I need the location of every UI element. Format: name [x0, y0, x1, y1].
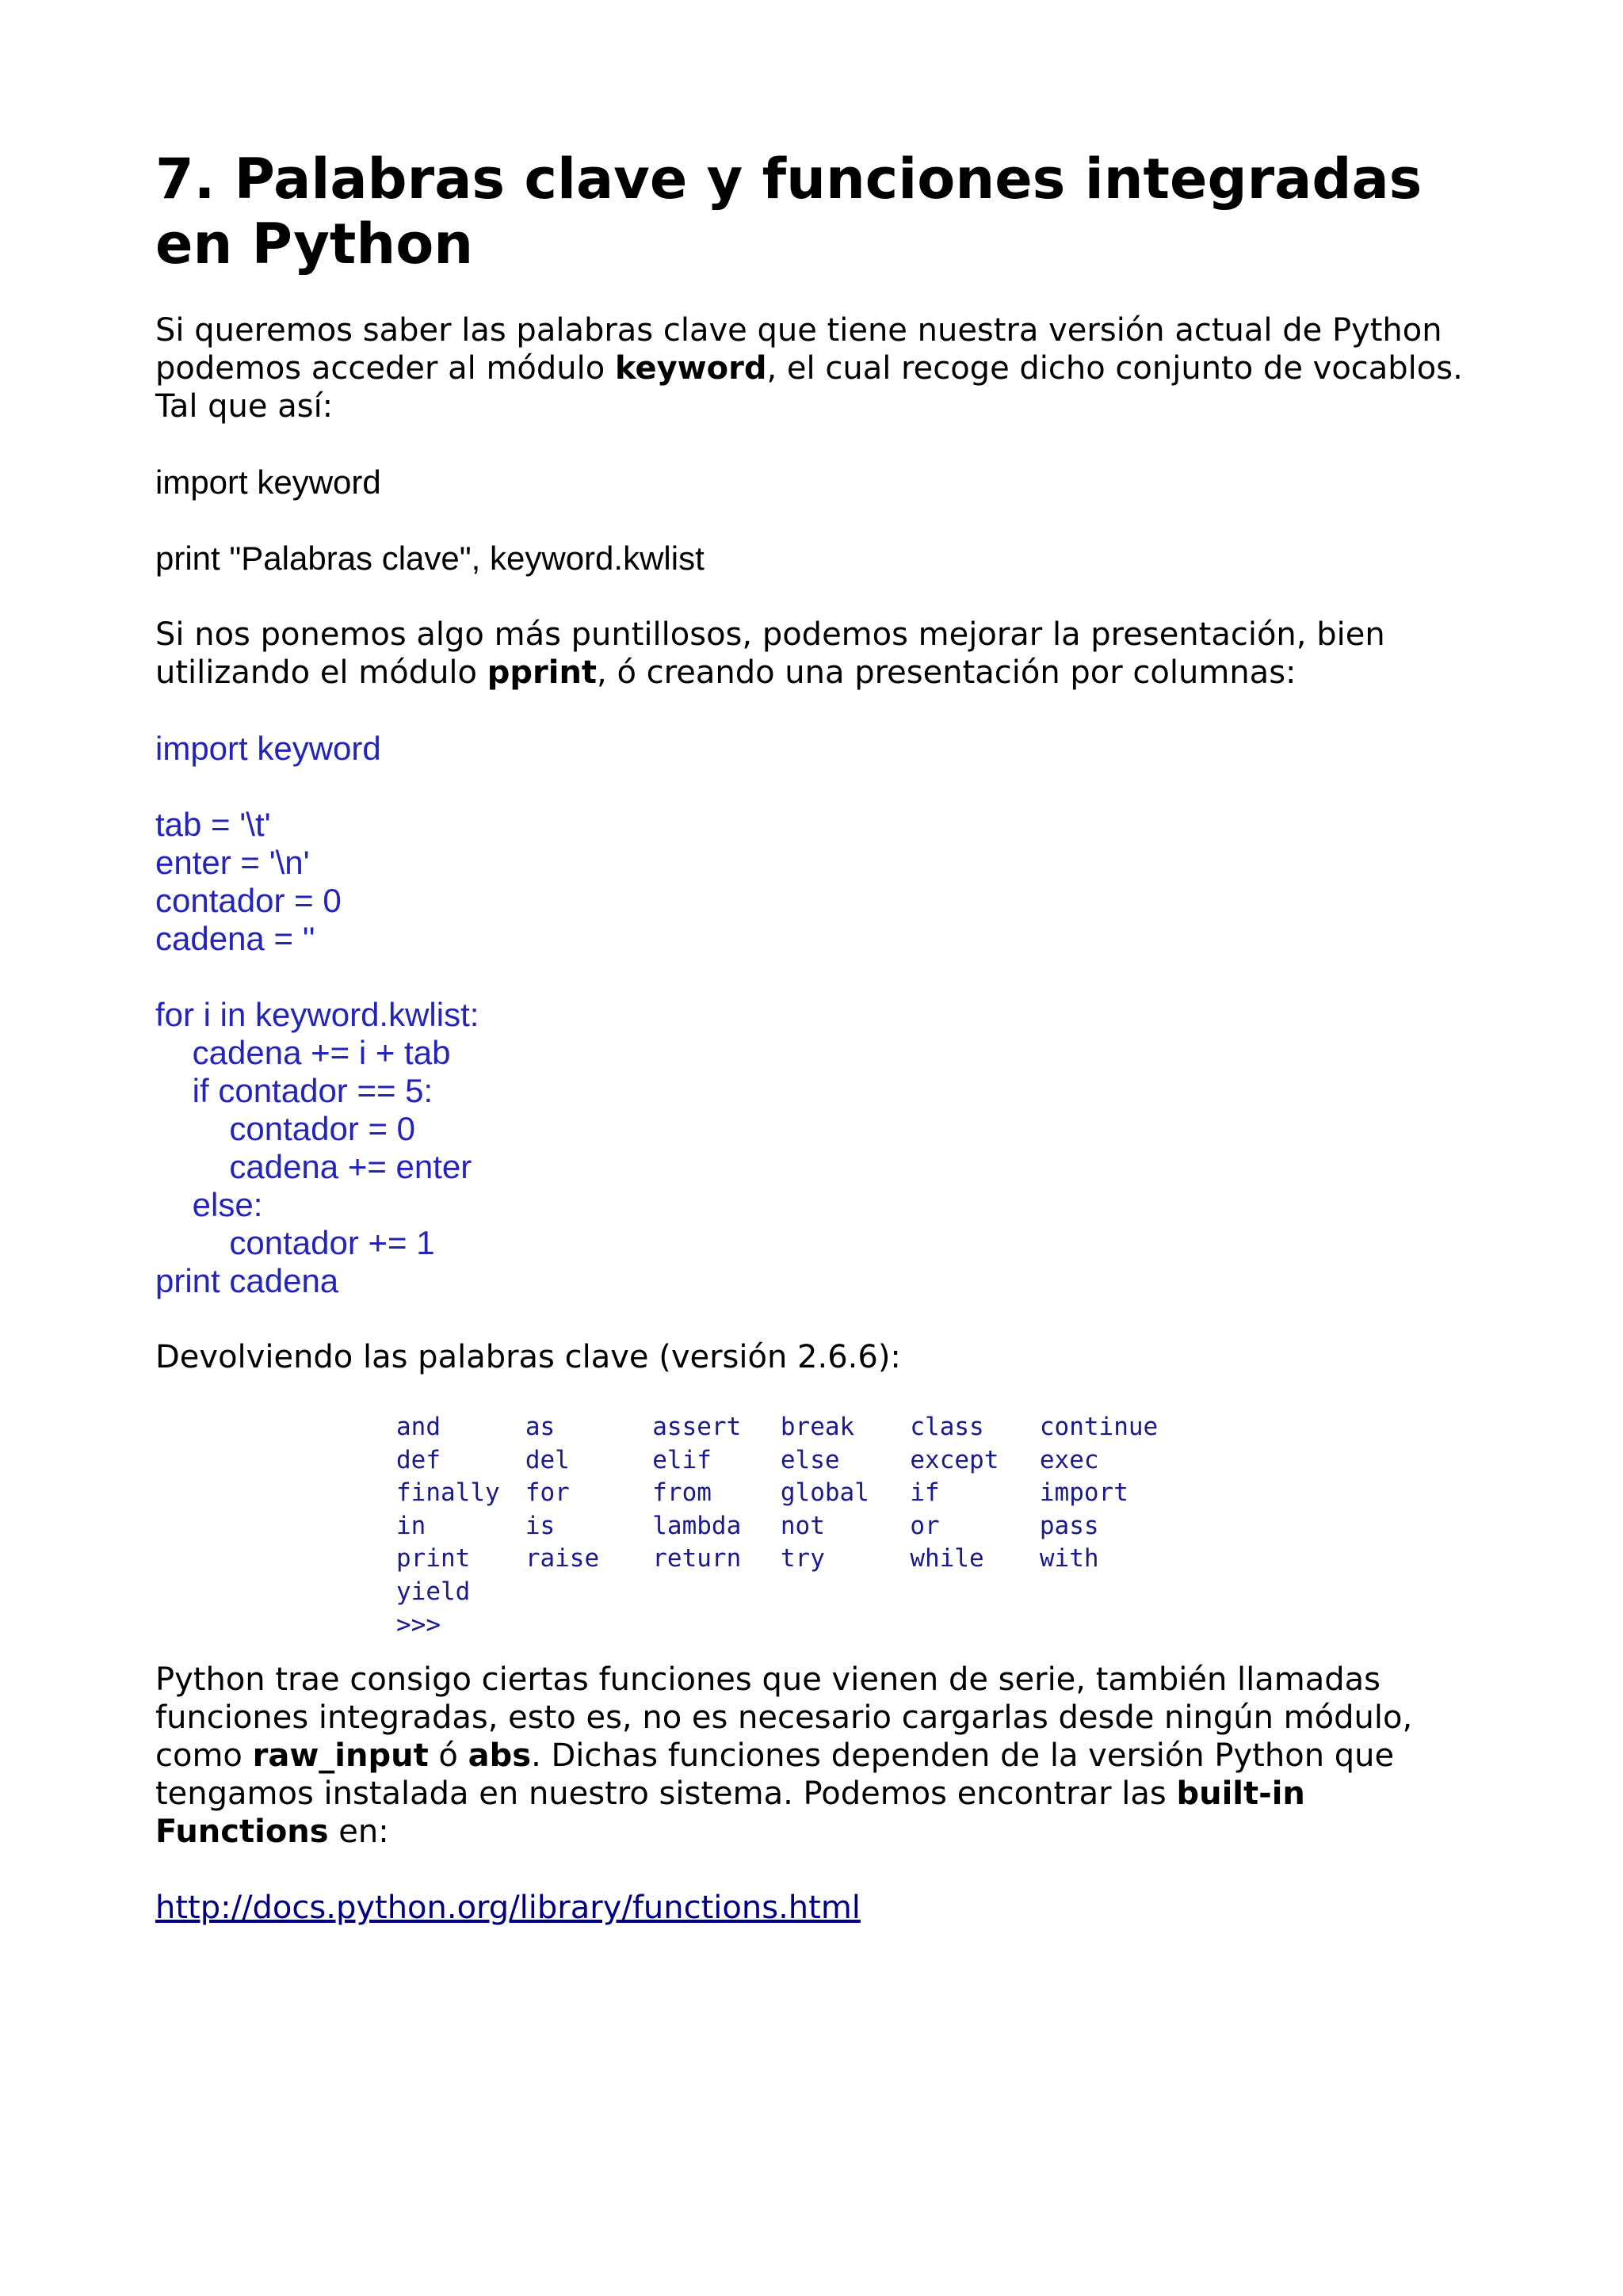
- builtins-text-1: Python trae consigo ciertas funciones que vienen de serie, también llamadas funciones integradas, esto es, no es necesario cargarlas desde ningún módulo, como: [155, 1661, 1423, 1774]
- keyword-cell: while: [910, 1544, 984, 1573]
- keyword-cell: [1040, 1577, 1181, 1611]
- pprint-text-2: , ó creando una presentación por columnas:: [597, 654, 1296, 691]
- keyword-cell: with: [1039, 1544, 1099, 1573]
- code-line: contador = 0: [155, 882, 342, 919]
- keyword-cell: [652, 1577, 781, 1611]
- code-line: else:: [155, 1186, 263, 1223]
- code-line: cadena = '': [155, 920, 315, 957]
- keyword-row: [396, 1478, 1181, 1512]
- keyword-cell: exec: [1039, 1445, 1099, 1474]
- code-line: if contador == 5:: [155, 1072, 433, 1109]
- keyword-cell: break: [780, 1413, 855, 1441]
- keywords-table: [396, 1413, 1181, 1610]
- code-line: import keyword: [155, 730, 381, 767]
- keyword-cell: except: [910, 1445, 999, 1474]
- builtins-bold-functions: built-in Functions: [155, 1775, 1316, 1850]
- keyword-cell: and: [396, 1413, 441, 1441]
- keyword-cell: assert: [652, 1413, 742, 1441]
- intro-text-1: Si queremos saber las palabras clave que tiene nuestra versión actual de Python podemos acceder al módulo: [155, 312, 1453, 387]
- pprint-bold: pprint: [487, 654, 598, 691]
- keyword-cell: as: [525, 1413, 556, 1441]
- keyword-cell: [781, 1577, 911, 1611]
- code-block: [155, 730, 1487, 1300]
- keyword-cell: pass: [1039, 1511, 1099, 1540]
- pprint-paragraph: [155, 616, 1487, 692]
- intro-text-2: , el cual recoge dicho conjunto de vocablos. Tal que así:: [155, 350, 1473, 425]
- keyword-cell: print: [396, 1544, 471, 1573]
- keyword-cell: elif: [652, 1445, 712, 1474]
- code-line-import: import keyword: [155, 463, 381, 501]
- intro-bold-keyword: keyword: [614, 350, 767, 387]
- keyword-cell: import: [1039, 1478, 1128, 1507]
- keyword-row: [396, 1512, 1181, 1545]
- keyword-cell: def: [396, 1445, 441, 1474]
- code-line: print cadena: [155, 1262, 339, 1299]
- keywords-output-image: [380, 1413, 1181, 1646]
- keyword-cell: in: [396, 1511, 426, 1540]
- keyword-cell: from: [652, 1478, 712, 1507]
- intro-paragraph: [155, 311, 1487, 425]
- page-title: 7. Palabras clave y funciones integradas en Python: [155, 147, 1423, 277]
- document-page: [155, 147, 1487, 1927]
- code-line: contador += 1: [155, 1224, 435, 1261]
- keyword-cell: class: [910, 1413, 984, 1441]
- code-line: cadena += i + tab: [155, 1034, 451, 1071]
- code-line: contador = 0: [155, 1110, 416, 1147]
- builtins-text-3: . Dichas funciones dependen de la versión Python que tengamos instalada en nuestro sistema. Podemos encontrar las: [155, 1737, 1404, 1812]
- keyword-cell: lambda: [652, 1511, 742, 1540]
- functions-doc-link[interactable]: http://docs.python.org/library/functions.html: [155, 1890, 861, 1926]
- keyword-row: [396, 1413, 1181, 1446]
- keyword-cell: if: [910, 1478, 940, 1507]
- keyword-row: [396, 1544, 1181, 1577]
- keyword-row: [396, 1446, 1181, 1479]
- keyword-cell: del: [525, 1445, 570, 1474]
- python-prompt: >>>: [396, 1611, 441, 1639]
- code-line: tab = '\t': [155, 806, 271, 843]
- keyword-row: [396, 1577, 1181, 1611]
- keyword-cell: not: [780, 1511, 825, 1540]
- keyword-cell: return: [652, 1544, 742, 1573]
- code-line: [155, 958, 1487, 996]
- keyword-cell: [525, 1577, 652, 1611]
- keyword-cell: is: [525, 1511, 556, 1540]
- builtins-bold-abs: abs: [468, 1737, 532, 1774]
- keyword-cell: global: [780, 1478, 869, 1507]
- keywords-intro: Devolviendo las palabras clave (versión 2.6.6):: [155, 1339, 901, 1375]
- keyword-cell: else: [780, 1445, 840, 1474]
- pprint-text-1: Si nos ponemos algo más puntillosos, podemos mejorar la presentación, bien utilizando el módulo: [155, 616, 1396, 691]
- keyword-cell: try: [780, 1544, 825, 1573]
- keyword-cell: [910, 1577, 1040, 1611]
- keyword-cell: raise: [525, 1544, 600, 1573]
- keyword-cell: finally: [396, 1478, 500, 1507]
- keyword-cell: for: [525, 1478, 570, 1507]
- keyword-cell: or: [910, 1511, 940, 1540]
- builtins-bold-raw-input: raw_input: [252, 1737, 429, 1774]
- builtins-text-2: ó: [428, 1737, 468, 1774]
- code-line: cadena += enter: [155, 1148, 472, 1185]
- builtins-paragraph: [155, 1661, 1487, 1851]
- code-line: for i in keyword.kwlist:: [155, 996, 479, 1033]
- keyword-cell: yield: [396, 1577, 471, 1606]
- keyword-cell: continue: [1039, 1413, 1159, 1441]
- code-line: enter = '\n': [155, 844, 310, 881]
- builtins-text-4: en:: [328, 1814, 389, 1850]
- code-line-print: print "Palabras clave", keyword.kwlist: [155, 540, 705, 577]
- code-line: [155, 768, 1487, 806]
